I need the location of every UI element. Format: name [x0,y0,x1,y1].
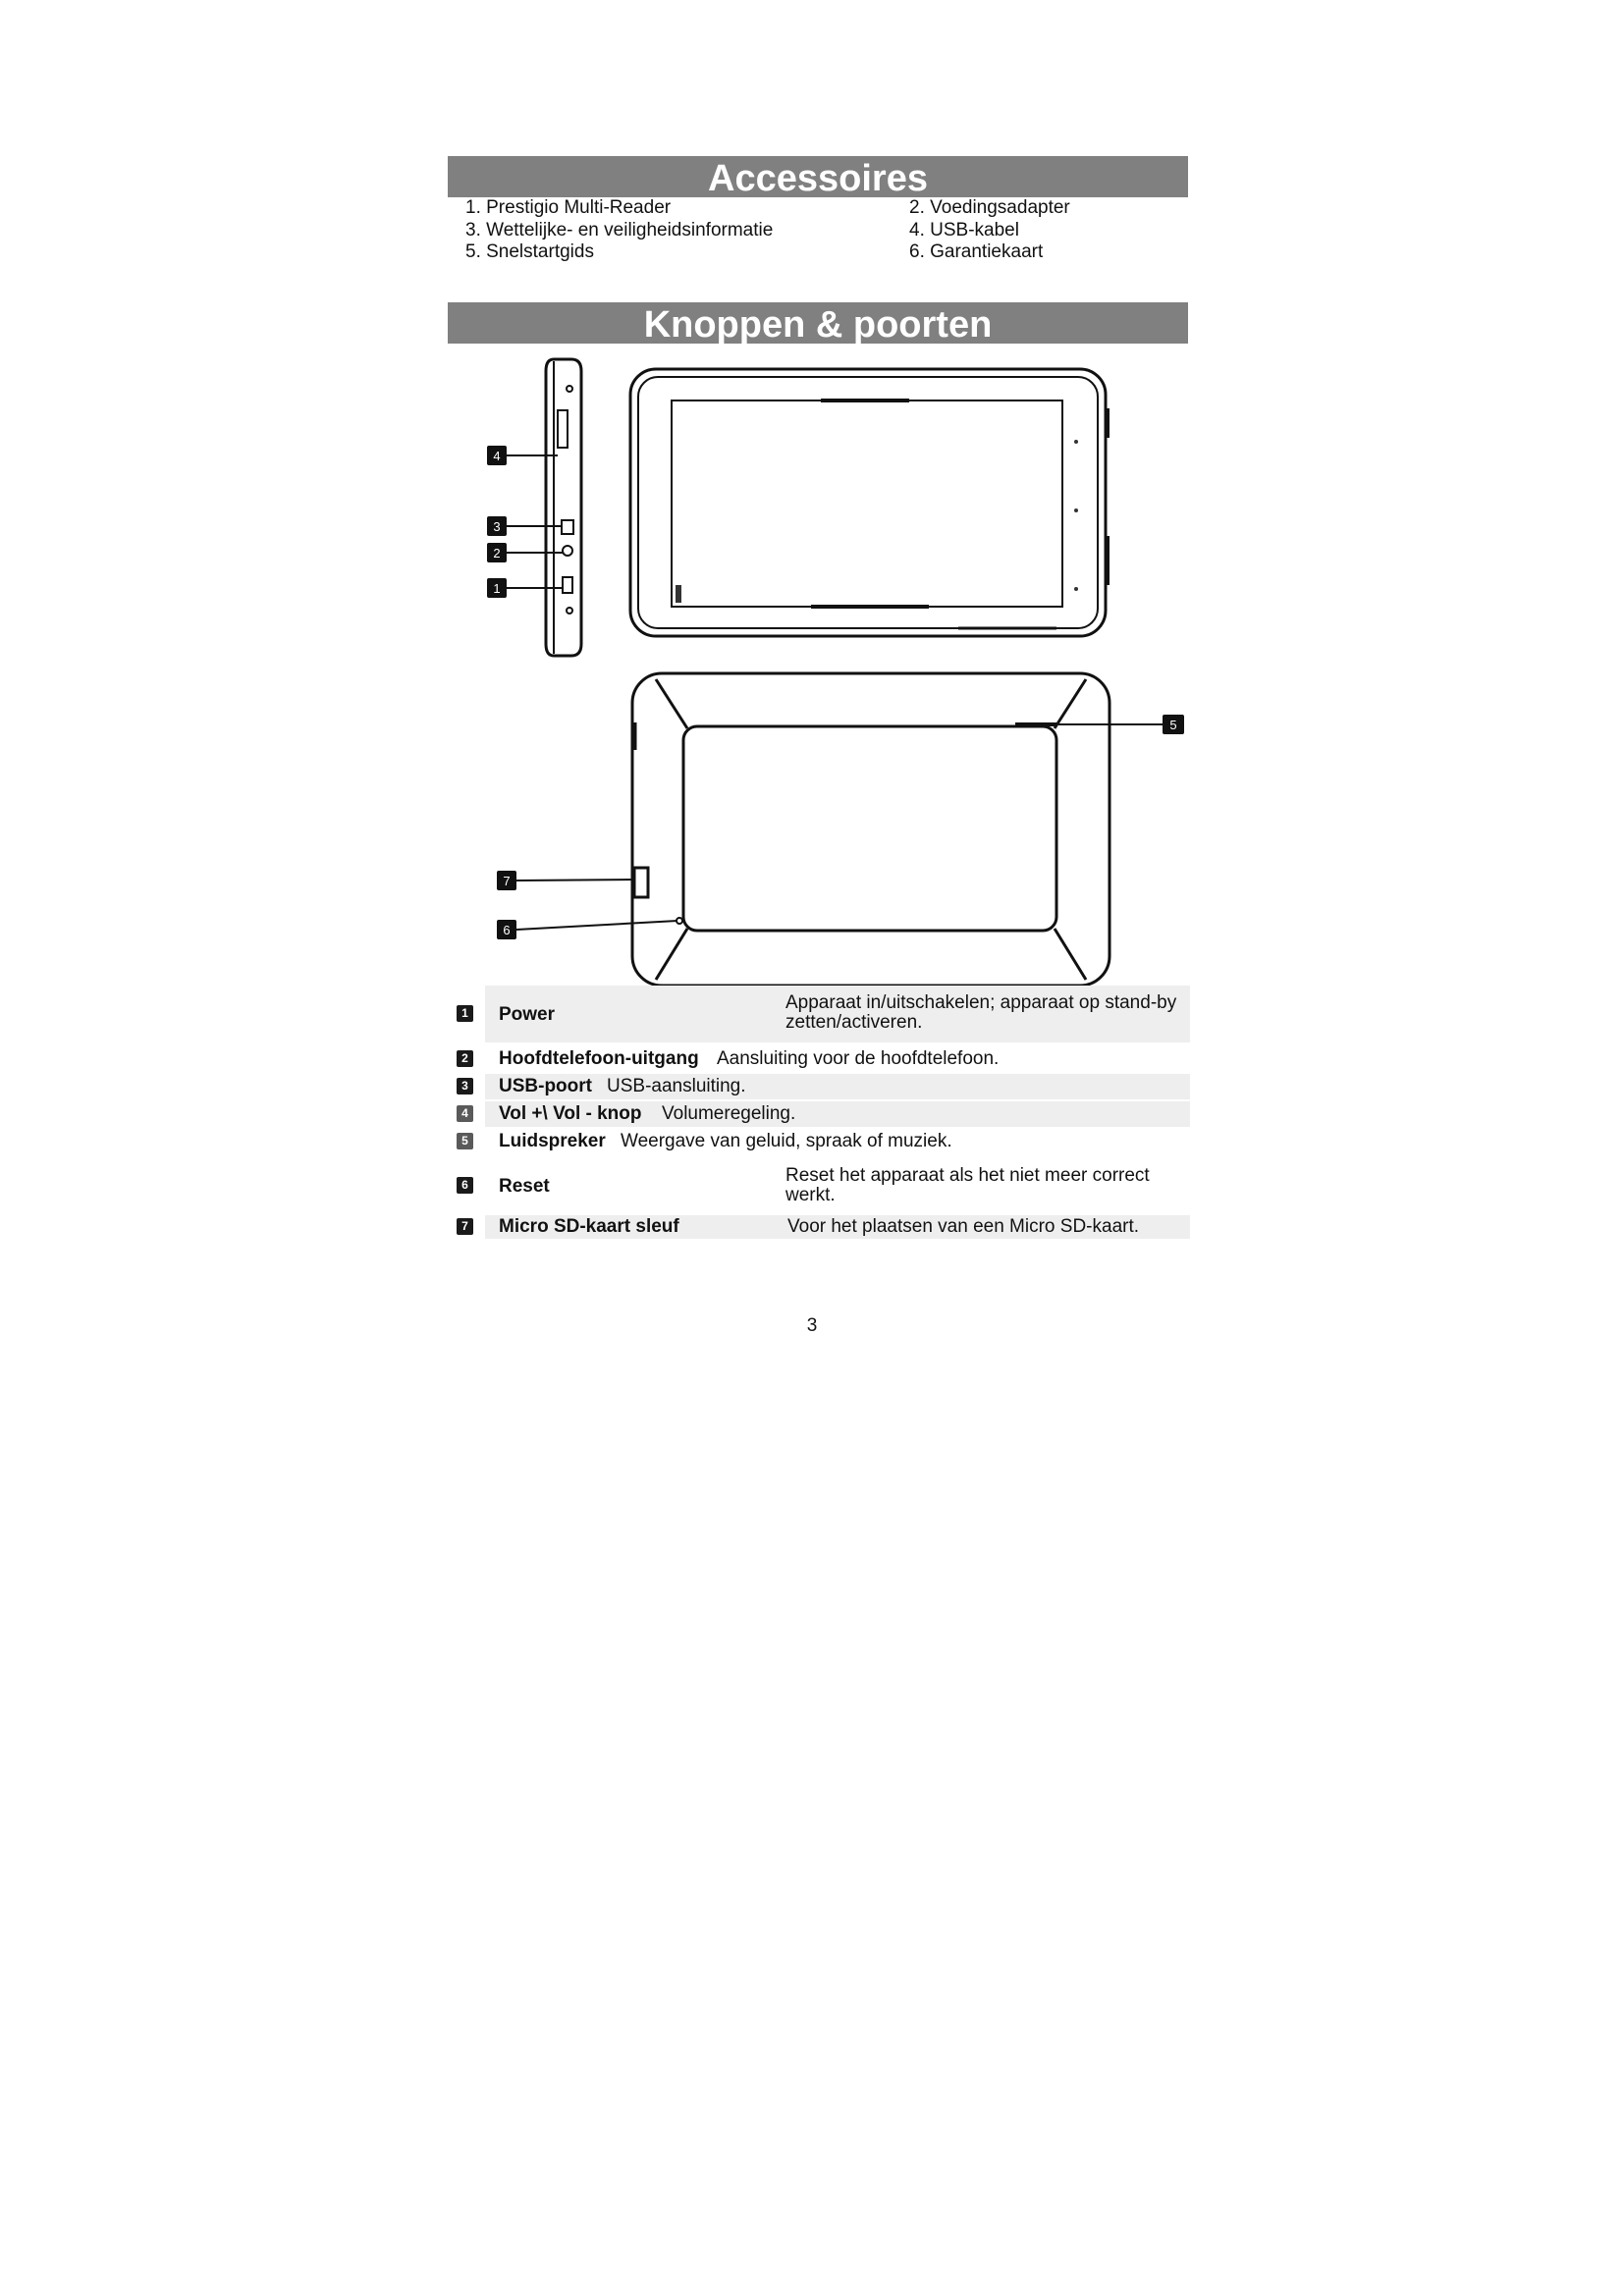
feature-row-reset [454,1162,1190,1209]
accessories-heading: Accessoires [448,156,1188,197]
feature-number: 6 [457,1177,473,1194]
callout-4 [487,446,507,465]
svg-text:1: 1 [493,581,501,596]
back-panel [683,726,1056,931]
feature-number: 3 [457,1078,473,1095]
volume-button [558,410,568,448]
feature-description: Weergave van geluid, spraak of muziek. [621,1131,952,1151]
device-diagram [448,349,1194,989]
callout-5 [1163,715,1184,734]
front-view-outline [630,369,1106,636]
accessory-item: 3. Wettelijke- en veiligheidsinformatie [465,220,774,240]
feature-label: Power [499,1004,556,1025]
front-screen [672,400,1062,607]
feature-label: Luidspreker [499,1131,606,1151]
callout-3 [487,516,507,536]
page-number: 3 [806,1315,818,1336]
feature-description: USB-aansluiting. [607,1076,746,1096]
feature-row-speaker [454,1129,1190,1154]
buttons-ports-heading: Knoppen & poorten [448,302,1188,344]
feature-row-volume [454,1101,1190,1127]
back-view-outline [632,673,1110,986]
feature-row-power [454,986,1190,1042]
svg-text:4: 4 [493,449,501,463]
accessory-item: 2. Voedingsadapter [909,197,1070,218]
callout-6 [497,920,516,939]
power-button [563,577,572,593]
feature-row-headphone [454,1046,1190,1072]
feature-label: Hoofdtelefoon-uitgang [499,1048,699,1069]
callout-2 [487,543,507,562]
feature-label: Reset [499,1176,550,1197]
callout-1 [487,578,507,598]
feature-label: USB-poort [499,1076,592,1096]
feature-number: 1 [457,1005,473,1022]
accessory-item: 5. Snelstartgids [465,241,594,262]
accessory-item: 1. Prestigio Multi-Reader [465,197,672,218]
svg-text:3: 3 [493,519,501,534]
svg-text:7: 7 [503,874,511,888]
svg-text:6: 6 [503,923,511,937]
feature-label: Micro SD-kaart sleuf [499,1216,679,1237]
feature-description: Aansluiting voor de hoofdtelefoon. [717,1048,1000,1069]
feature-description: Volumeregeling. [662,1103,796,1124]
feature-label: Vol +\ Vol - knop [499,1103,642,1124]
feature-number: 7 [457,1218,473,1235]
feature-description: Voor het plaatsen van een Micro SD-kaart. [787,1216,1140,1237]
svg-text:5: 5 [1169,718,1177,732]
feature-number: 5 [457,1133,473,1149]
svg-text:2: 2 [493,546,501,561]
feature-description: Reset het apparaat als het niet meer correct werkt. [785,1165,1150,1205]
headphone-jack [563,546,572,556]
feature-number: 2 [457,1050,473,1067]
feature-description: Apparaat in/uitschakelen; apparaat op stand-by zetten/activeren. [785,992,1177,1033]
device-illustration [448,349,1194,989]
side-view-outline [546,359,581,656]
feature-row-usb [454,1074,1190,1099]
accessory-item: 4. USB-kabel [909,220,1019,240]
feature-row-sd [454,1215,1190,1239]
usb-port [562,520,573,534]
sd-card-slot [634,868,648,897]
accessory-item: 6. Garantiekaart [909,241,1044,262]
callout-7 [497,871,516,890]
feature-number: 4 [457,1105,473,1122]
